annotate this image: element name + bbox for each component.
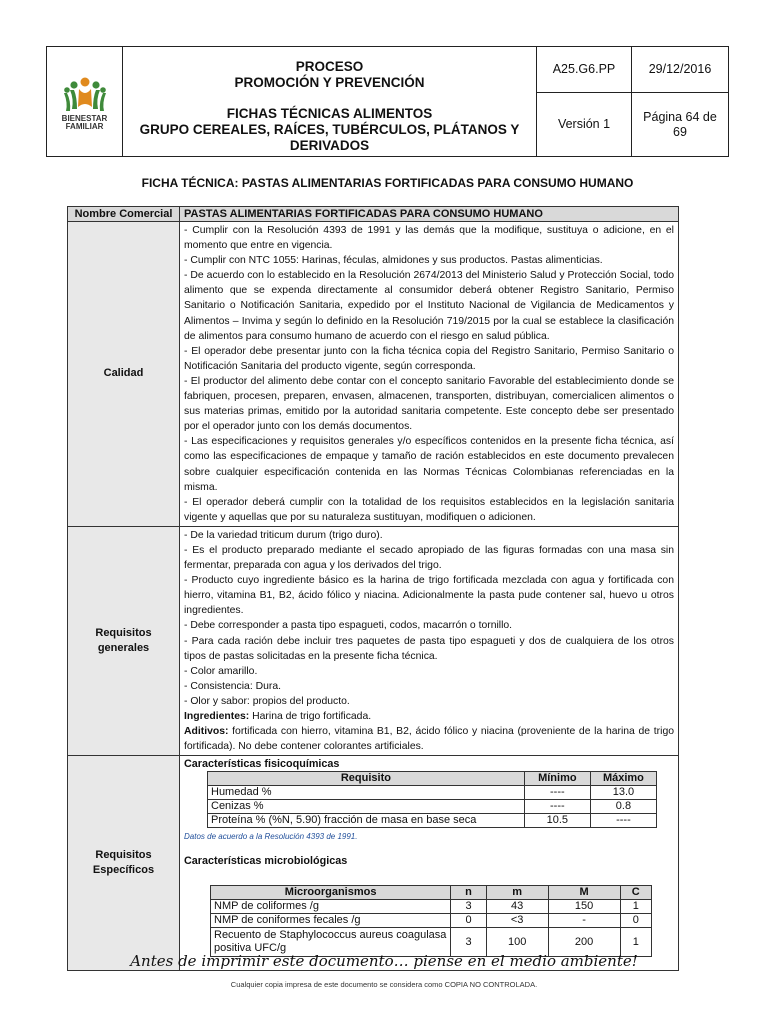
micro-row (211, 914, 652, 928)
ingredientes (184, 709, 674, 724)
fq-cell: ---- (524, 800, 590, 814)
fq-cell: Humedad % (208, 786, 525, 800)
fq-cell: 10.5 (524, 814, 590, 828)
aditivos-value: fortificada con hierro, vitamina B1, B2, ácido fólico y niacina (proveniente de la harina de trigo fortificada). No debe contener colorantes artificiales. (184, 726, 674, 753)
micro-row (211, 900, 652, 914)
micro-header: Microorganismos (211, 886, 451, 900)
ingredientes-label: Ingredientes: (184, 711, 250, 722)
req-item: - De la variedad triticum durum (trigo duro). (184, 529, 383, 541)
ingredientes-value: Harina de trigo fortificada. (249, 711, 372, 722)
nombre-value: PASTAS ALIMENTARIAS FORTIFICADAS PARA CONSUMO HUMANO (180, 207, 679, 222)
micro-cell: - (548, 914, 620, 928)
requisitos-generales-row (68, 526, 679, 755)
footer-message: Antes de imprimir este documento… piense en el medio ambiente! (130, 952, 638, 970)
micro-cell: Recuento de Staphylococcus aureus coagulasa positiva UFC/g (211, 928, 451, 957)
micro-cell: 200 (548, 928, 620, 957)
micro-header: M (548, 886, 620, 900)
label-line: Específicos (92, 864, 155, 877)
fichas-group-2: DERIVADOS (289, 138, 370, 153)
aditivos (184, 724, 674, 754)
requisitos-generales-text (180, 526, 679, 755)
micro-cell: NMP de coniformes fecales /g (211, 914, 451, 928)
process-label: PROCESO (295, 59, 364, 74)
fq-cell: Proteína % (%N, 5.90) fracción de masa en base seca (208, 814, 525, 828)
req-item: - Olor y sabor: propios del producto. (184, 695, 350, 707)
micro-cell: 0 (620, 914, 651, 928)
label-line: generales (97, 642, 150, 655)
fichas-group: GRUPO CEREALES, RAÍCES, TUBÉRCULOS, PLÁTANOS Y (139, 122, 520, 137)
micro-header: n (451, 886, 486, 900)
fichas-title: FICHAS TÉCNICAS ALIMENTOS (226, 106, 433, 121)
micro-cell: 1 (620, 928, 651, 957)
micro-cell: 1 (620, 900, 651, 914)
micro-cell: 100 (486, 928, 548, 957)
req-item: - Debe corresponder a pasta tipo espagueti, codos, macarrón o tornillo. (184, 620, 513, 632)
fq-row (208, 800, 657, 814)
calidad-item: - Las especificaciones y requisitos generales y/o específicos contenidos en la presente ficha técnica, así como las especificaciones de empaque y tamaño de ración establecidos en este documento prevalecen sobre cualquier especificación contenida en las Normas Técnicas Colombianas referenciadas en la misma. (184, 436, 674, 493)
micro-cell: NMP de coliformes /g (211, 900, 451, 914)
calidad-item: - El operador deberá cumplir con la totalidad de los requisitos establecidos en la legislación sanitaria vigente y aquellas que por su naturaleza sustituyan, modifiquen o adicionen. (184, 496, 674, 523)
calidad-item: - De acuerdo con lo establecido en la Resolución 2674/2013 del Ministerio Salud y Protección Social, todo alimento que se expenda directamente al consumidor deberá obtener Registro Sanitario, Permiso Sanitario o Notificación Sanitaria, expedido por el Instituto Nacional de Vigilancia de Medicamentos y Alimentos – Invima y según lo definido en la Resolución 719/2015 por la cual se establece la clasificación de alimentos para consumo humano de acuerdo con el riesgo en salud pública. (184, 270, 674, 342)
label-line: Requisitos (95, 627, 152, 640)
fq-header: Requisito (208, 772, 525, 786)
requisitos-especificos-content (180, 756, 679, 971)
req-item: - Consistencia: Dura. (184, 680, 282, 692)
fq-cell: ---- (590, 814, 656, 828)
fq-table (207, 771, 657, 828)
calidad-item: - Cumplir con la Resolución 4393 de 1991 y las demás que la modifique, sustituya o adicione, en el momento que entre en vigencia. (184, 225, 674, 252)
fq-note: Datos de acuerdo a la Resolución 4393 de 1991. (184, 832, 358, 842)
fq-header-row (208, 772, 657, 786)
calidad-row (68, 222, 679, 527)
calidad-item: - El operador debe presentar junto con la ficha técnica copia del Registro Sanitario, Permiso Sanitario o Notificación Sanitaria del producto vigente, según corresponda. (184, 345, 674, 372)
fq-title: Características fisicoquímicas (184, 758, 340, 771)
logo-text-1: BIENESTAR (61, 113, 108, 123)
aditivos-label: Aditivos: (184, 726, 229, 738)
label-line: Requisitos (95, 849, 152, 862)
micro-title: Características microbiológicas (184, 855, 348, 868)
doc-code: A25.G6.PP (552, 62, 616, 76)
fq-cell: 13.0 (590, 786, 656, 800)
ficha-table (67, 206, 679, 971)
micro-table (210, 885, 652, 957)
fq-row (208, 786, 657, 800)
document-header (46, 46, 729, 157)
logo (47, 47, 122, 156)
footer-note: Cualquier copia impresa de este documento se considera como COPIA NO CONTROLADA. (230, 980, 538, 989)
doc-page: Página 64 de 69 (643, 109, 717, 139)
requisitos-generales-label (68, 526, 180, 755)
doc-version: Versión 1 (557, 117, 611, 131)
micro-cell: 3 (451, 900, 486, 914)
req-item: - Producto cuyo ingrediente básico es la harina de trigo fortificada mezclada con agua y fortificada con hierro, vitamina B1, B2, ácido fólico y niacina. Adicionalmente la pasta pude contener sal, huevo u otros ingredientes. (184, 575, 674, 617)
fichas-block (123, 105, 536, 155)
calidad-label: Calidad (68, 222, 180, 527)
nombre-label: Nombre Comercial (68, 207, 180, 222)
fq-header: Mínimo (524, 772, 590, 786)
nombre-row (68, 207, 679, 222)
calidad-text (180, 222, 679, 527)
micro-header-row (211, 886, 652, 900)
micro-cell: <3 (486, 914, 548, 928)
calidad-item: - El productor del alimento debe contar con el concepto sanitario Favorable del establecimiento donde se fabriquen, procesen, preparen, envasen, almacenen, transporten, distribuyan, comercialicen alimentos o sus materias primas, emitido por la autoridad sanitaria competente. Este concepto debe ser presentado por el operador junto con los demás documentos. (184, 375, 674, 433)
req-item: - Color amarillo. (184, 665, 258, 677)
fq-cell: ---- (524, 786, 590, 800)
doc-date: 29/12/2016 (648, 62, 712, 76)
fq-cell: Cenizas % (208, 800, 525, 814)
micro-cell: 0 (451, 914, 486, 928)
fq-header: Máximo (590, 772, 656, 786)
fq-row (208, 814, 657, 828)
micro-cell: 3 (451, 928, 486, 957)
process-name: PROMOCIÓN Y PREVENCIÓN (234, 75, 425, 90)
req-item: - Es el producto preparado mediante el secado apropiado de las figuras formadas con una masa sin fermentar, preparada con agua y los derivados del trigo. (184, 544, 674, 572)
requisitos-especificos-label (68, 756, 180, 971)
micro-cell: 43 (486, 900, 548, 914)
micro-header: C (620, 886, 651, 900)
ficha-title: FICHA TÉCNICA: PASTAS ALIMENTARIAS FORTIFICADAS PARA CONSUMO HUMANO (141, 176, 634, 190)
fq-cell: 0.8 (590, 800, 656, 814)
calidad-item: - Cumplir con NTC 1055: Harinas, féculas, almidones y sus productos. Pastas alimenticias. (184, 255, 603, 267)
micro-cell: 150 (548, 900, 620, 914)
micro-header: m (486, 886, 548, 900)
bienestar-logo-icon (62, 73, 108, 113)
req-item: - Para cada ración debe incluir tres paquetes de pasta tipo espagueti y dos de cualquiera de los otros tipos de pastas solicitadas en la presente ficha técnica. (184, 635, 674, 662)
requisitos-especificos-row (68, 756, 679, 971)
logo-text-2: FAMILIAR (65, 121, 104, 131)
process-block (123, 57, 536, 93)
